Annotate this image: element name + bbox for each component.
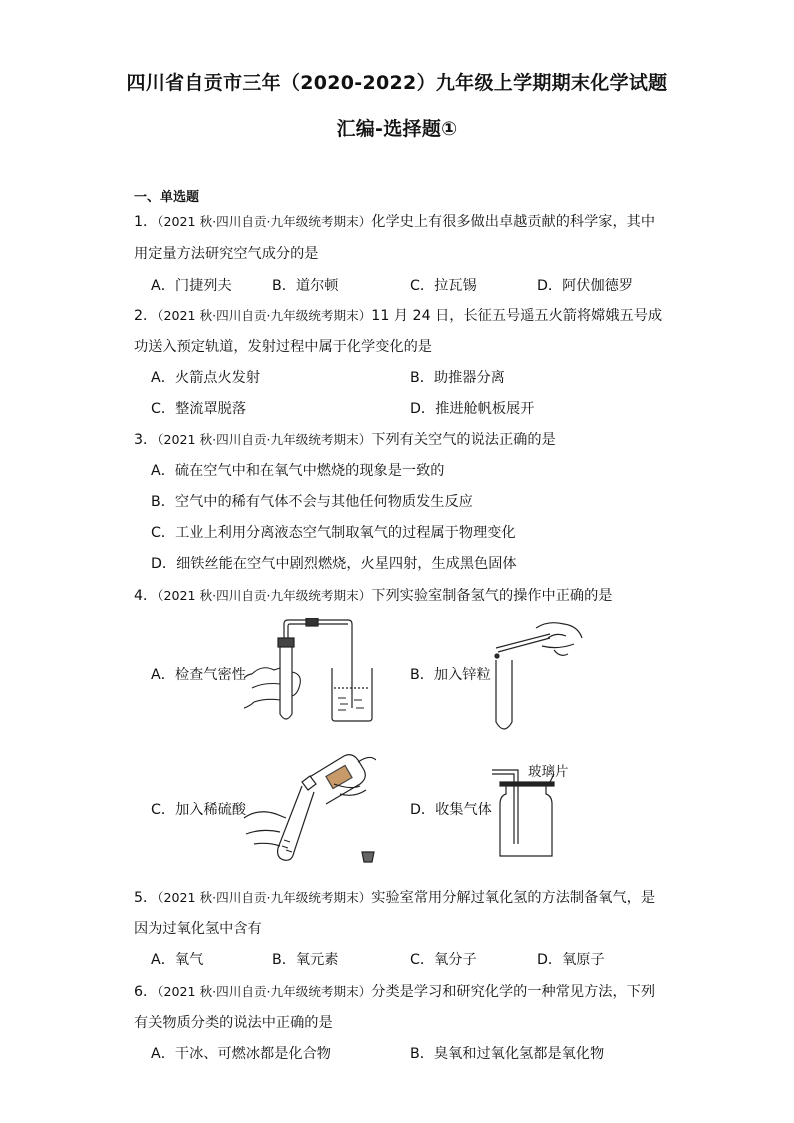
question-text: 下列实验室制备氢气的操作中正确的是 [371,588,613,604]
question-number: 2． [134,308,158,324]
question-text: 11 月 24 日，长征五号遥五火箭将嫦娥五号成 [371,308,663,324]
q1-option-a: A．门捷列夫 [151,278,232,294]
question-source: （2021 秋·四川自贡·九年级统考期末） [157,308,372,323]
q1-option-b: B．道尔顿 [272,278,339,294]
q2-option-a: A．火箭点火发射 [151,370,261,386]
question-source: （2021 秋·四川自贡·九年级统考期末） [157,214,372,229]
question-source: （2021 秋·四川自贡·九年级统考期末） [157,984,372,999]
q5-option-b: B．氧元素 [272,952,339,968]
section-heading: 一、单选题 [134,190,200,205]
question-1-stem [134,212,655,232]
q5-option-a: A．氧气 [151,952,204,968]
page-subtitle: 汇编-选择题① [336,118,458,140]
question-source: （2021 秋·四川自贡·九年级统考期末） [157,432,372,447]
q4-option-d: D．收集气体 [410,802,492,818]
q4-option-c: C．加入稀硫酸 [151,802,247,818]
question-number: 3． [134,432,158,448]
q2-option-c: C．整流罩脱落 [151,401,247,417]
question-number: 6． [134,984,158,1000]
question-5-stem-cont: 因为过氧化氢中含有 [134,921,262,937]
q3-option-c: C．工业上利用分离液态空气制取氧气的过程属于物理变化 [151,525,516,541]
question-text: 分类是学习和研究化学的一种常见方法，下列 [371,984,656,1000]
question-text: 实验室常用分解过氧化氢的方法制备氧气，是 [371,890,656,906]
question-1-stem-cont: 用定量方法研究空气成分的是 [134,246,319,262]
q1-option-d: D．阿伏伽德罗 [537,278,634,294]
question-text: 化学史上有很多做出卓越贡献的科学家，其中 [371,214,656,230]
add-acid-figure [240,744,376,866]
q3-option-a: A．硫在空气中和在氧气中燃烧的现象是一致的 [151,463,445,479]
page-title: 四川省自贡市三年（2020-2022）九年级上学期期末化学试题 [126,72,668,94]
q6-option-b: B．臭氧和过氧化氢都是氧化物 [410,1046,605,1062]
q6-option-a: A．干冰、可燃冰都是化合物 [151,1046,331,1062]
question-6-stem-cont: 有关物质分类的说法中正确的是 [134,1015,333,1031]
question-number: 1． [134,214,158,230]
q2-option-b: B．助推器分离 [410,370,505,386]
question-4-stem [134,586,613,606]
question-text: 下列有关空气的说法正确的是 [371,432,556,448]
question-source: （2021 秋·四川自贡·九年级统考期末） [157,588,372,603]
question-2-stem-cont: 功送入预定轨道，发射过程中属于化学变化的是 [134,339,432,355]
question-2-stem [134,306,662,326]
question-5-stem [134,888,655,908]
glass-plate-label: 玻璃片 [528,764,569,780]
question-6-stem [134,982,655,1002]
q4-option-a: A．检查气密性 [151,667,246,683]
q3-option-b: B．空气中的稀有气体不会与其他任何物质发生反应 [151,494,473,510]
q2-option-d: D．推进舱帆板展开 [410,401,535,417]
q5-option-c: C．氧分子 [410,952,477,968]
q4-option-b: B．加入锌粒 [410,667,491,683]
question-number: 5． [134,890,158,906]
question-3-stem [134,430,556,450]
add-zinc-figure [488,618,584,738]
question-source: （2021 秋·四川自贡·九年级统考期末） [157,890,372,905]
q1-option-c: C．拉瓦锡 [410,278,477,294]
question-number: 4． [134,588,158,604]
q3-option-d: D．细铁丝能在空气中剧烈燃烧，火星四射，生成黑色固体 [151,556,517,572]
airtightness-check-figure [244,618,380,726]
q5-option-d: D．氧原子 [537,952,605,968]
